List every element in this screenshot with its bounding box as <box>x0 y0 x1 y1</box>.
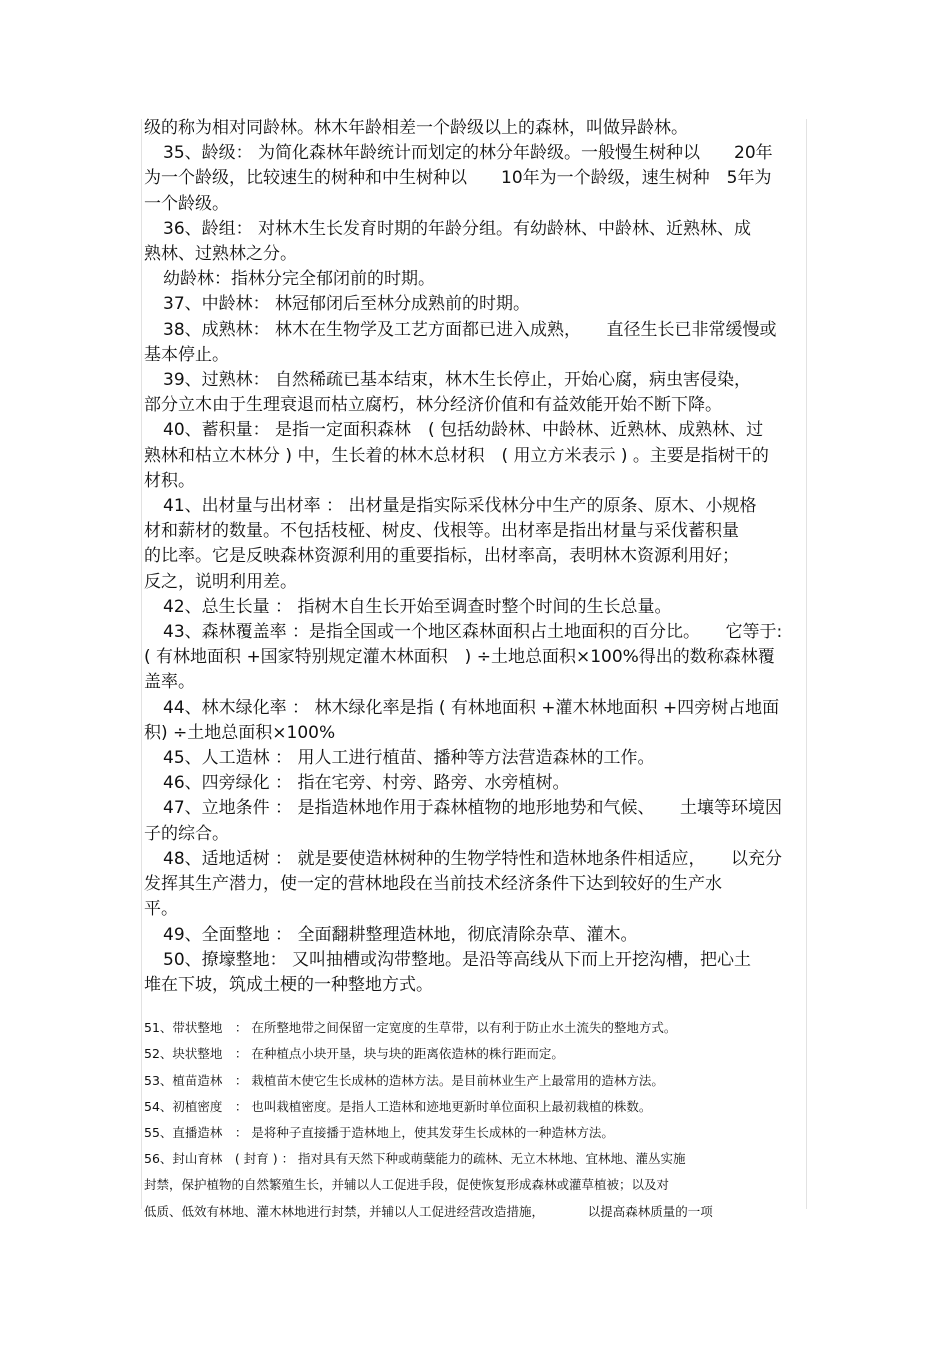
paragraph-line: 一个龄级。 <box>144 193 229 214</box>
small-line: 56、封山育林 ( 封育 ) ： 指对具有天然下种或萌蘖能力的疏林、无立木林地、宜林地、灌丛实施 <box>144 1151 686 1167</box>
paragraph-line: 材积。 <box>144 470 195 491</box>
paragraph-line: 子的综合。 <box>144 823 229 844</box>
document-body <box>144 116 808 1225</box>
paragraph-line: 50、撩壕整地： 又叫抽槽或沟带整地。是沿等高线从下而上开挖沟槽，把心土 <box>163 949 752 970</box>
paragraph-line: 级的称为相对同龄林。林木年龄相差一个龄级以上的森林，叫做异龄林。 <box>144 118 688 138</box>
glossary-small-text <box>144 1015 808 1225</box>
paragraph-line: 幼龄林：指林分完全郁闭前的时期。 <box>163 269 435 290</box>
paragraph-line: 47、立地条件 ： 是指造林地作用于森林植物的地形地势和气候、 土壤等环境因 <box>163 798 782 819</box>
small-line: 52、块状整地 ： 在种植点小块开垦，块与块的距离依造林的株行距而定。 <box>144 1046 564 1062</box>
paragraph-line: 发挥其生产潜力，使一定的营林地段在当前技术经济条件下达到较好的生产水 <box>144 874 722 895</box>
paragraph-line: 44、林木绿化率 ： 林木绿化率是指 ( 有林地面积 +灌木林地面积 +四旁树占地面 <box>163 697 780 718</box>
paragraph-line: 基本停止。 <box>144 344 229 365</box>
small-line: 55、直播造林 ： 是将种子直接播于造林地上，使其发芽生长成林的一种造林方法。 <box>144 1124 614 1140</box>
small-line: 低质、低效有林地、灌木林地进行封禁，并辅以人工促进经营改造措施， 以提高森林质量的一项 <box>144 1203 713 1219</box>
paragraph-line: ( 有林地面积 +国家特别规定灌木林面积 ) ÷土地总面积×100%得出的数称森林覆 <box>144 647 775 668</box>
paragraph-line: 盖率。 <box>144 672 195 693</box>
paragraph-line: 熟林和枯立木林分 ) 中，生长着的林木总材积 ( 用立方米表示 ) 。主要是指树干的 <box>144 445 769 466</box>
paragraph-line: 反之，说明利用差。 <box>144 571 297 592</box>
paragraph-line: 37、中龄林： 林冠郁闭后至林分成熟前的时期。 <box>163 294 531 315</box>
paragraph-line: 40、蓄积量： 是指一定面积森林 ( 包括幼龄林、中龄林、近熟林、成熟林、过 <box>163 420 764 441</box>
paragraph-line: 38、成熟林： 林木在生物学及工艺方面都已进入成熟， 直径生长已非常缓慢或 <box>163 319 777 340</box>
paragraph-line: 积) ÷土地总面积×100% <box>144 722 336 743</box>
paragraph-line: 平。 <box>144 899 178 920</box>
glossary-large-text <box>144 116 808 998</box>
paragraph-line: 49、全面整地 ： 全面翻耕整理造林地，彻底清除杂草、灌木。 <box>163 924 638 945</box>
paragraph-line: 39、过熟林： 自然稀疏已基本结束，林木生长停止，开始心腐，病虫害侵染， <box>163 370 752 391</box>
paragraph-line: 材和薪材的数量。不包括枝桠、树皮、伐根等。出材率是指出材量与采伐蓄积量 <box>144 521 739 542</box>
paragraph-line: 35、龄级： 为简化森林年龄统计而划定的林分年龄级。一般慢生树种以 20年 <box>163 143 773 164</box>
paragraph-line: 36、龄组： 对林木生长发育时期的年龄分组。有幼龄林、中龄林、近熟林、成 <box>163 218 752 239</box>
small-line: 53、植苗造林 ： 栽植苗木使它生长成林的造林方法。是目前林业生产上最常用的造林方法。 <box>144 1072 664 1088</box>
paragraph-line: 42、总生长量 ： 指树木自生长开始至调查时整个时间的生长总量。 <box>163 596 672 617</box>
paragraph-line: 43、森林覆盖率 ：是指全国或一个地区森林面积占土地面积的百分比。 它等于: <box>163 622 783 643</box>
paragraph-line: 的比率。它是反映森林资源利用的重要指标，出材率高，表明林木资源利用好； <box>144 546 739 567</box>
paragraph-line: 45、人工造林 ： 用人工进行植苗、播种等方法营造森林的工作。 <box>163 748 655 769</box>
paragraph-line: 部分立木由于生理衰退而枯立腐朽，林分经济价值和有益效能开始不断下降。 <box>144 395 722 416</box>
small-line: 封禁，保护植物的自然繁殖生长，并辅以人工促进手段，促使恢复形成森林或灌草植被；以及对 <box>144 1177 670 1193</box>
paragraph-line: 41、出材量与出材率 ： 出材量是指实际采伐林分中生产的原条、原木、小规格 <box>163 496 757 517</box>
paragraph-line: 熟林、过熟林之分。 <box>144 244 297 265</box>
paragraph-line: 46、四旁绿化 ： 指在宅旁、村旁、路旁、水旁植树。 <box>163 773 570 794</box>
small-line: 51、带状整地 ： 在所整地带之间保留一定宽度的生草带，以有利于防止水土流失的整地方式。 <box>144 1020 677 1036</box>
paragraph-line: 堆在下坡，筑成土梗的一种整地方式。 <box>144 974 433 995</box>
paragraph-line: 48、适地适树 ： 就是要使造林树种的生物学特性和造林地条件相适应， 以充分 <box>163 848 782 869</box>
small-line: 54、初植密度 ： 也叫栽植密度。是指人工造林和迹地更新时单位面积上最初栽植的株数。 <box>144 1098 652 1114</box>
paragraph-line: 为一个龄级，比较速生的树种和中生树种以 10年为一个龄级，速生树种 5年为 <box>144 168 772 189</box>
